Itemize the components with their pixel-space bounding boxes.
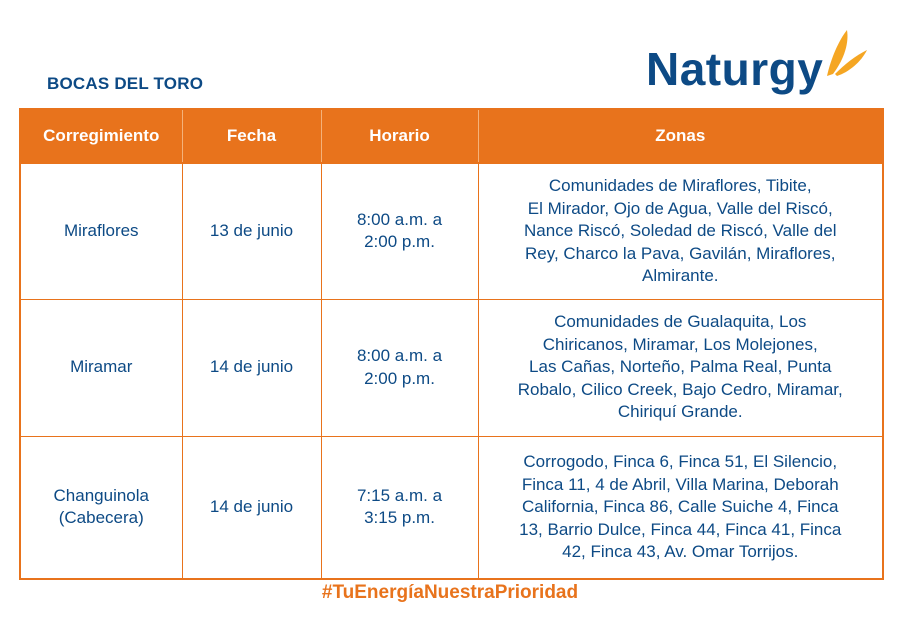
zona-line: Rey, Charco la Pava, Gavilán, Miraflores, [524, 243, 836, 263]
cell-corregimiento: Miraflores [20, 163, 182, 299]
cell-zonas [478, 163, 883, 299]
cell-fecha: 14 de junio [182, 436, 321, 579]
header-zonas: Zonas [478, 109, 883, 163]
naturgy-logo [646, 28, 869, 95]
zona-line: Comunidades de Miraflores, Tibite, [548, 176, 812, 195]
table-row [20, 299, 883, 436]
cell-fecha: 13 de junio [182, 163, 321, 299]
table-row [20, 436, 883, 579]
zona-line: El Mirador, Ojo de Agua, Valle del Riscó, [527, 198, 833, 218]
horario-end: 2:00 p.m. [364, 368, 435, 388]
header-corregimiento: Corregimiento [20, 109, 182, 163]
cell-zonas [478, 436, 883, 579]
region-title: BOCAS DEL TORO [47, 74, 204, 93]
zona-line: Chiricanos, Miramar, Los Molejones, [542, 334, 818, 354]
logo-wordmark: Naturgy [646, 43, 824, 95]
zona-line: 13, Barrio Dulce, Finca 44, Finca 41, Finca [519, 519, 842, 539]
cell-horario [321, 436, 478, 579]
zona-line: Las Cañas, Norteño, Palma Real, Punta [529, 357, 832, 377]
zona-line: Chiriquí Grande. [617, 402, 743, 422]
horario-end: 2:00 p.m. [364, 232, 435, 252]
horario-start: 7:15 a.m. a [356, 485, 443, 505]
zona-line: 42, Finca 43, Av. Omar Torrijos. [562, 542, 799, 561]
table-row [20, 163, 883, 299]
horario-start: 8:00 a.m. a [356, 209, 443, 229]
zona-line: Corrogodo, Finca 6, Finca 51, El Silencio, [523, 452, 838, 471]
header-horario: Horario [321, 109, 478, 163]
cell-fecha: 14 de junio [182, 299, 321, 436]
horario-end: 3:15 p.m. [364, 508, 435, 528]
cell-zonas [478, 299, 883, 436]
header-fecha: Fecha [182, 109, 321, 163]
zona-line: Almirante. [641, 266, 719, 285]
cell-horario [321, 163, 478, 299]
schedule-table [19, 108, 884, 580]
hashtag: #TuEnergíaNuestraPrioridad [321, 582, 579, 603]
butterfly-icon [825, 28, 869, 78]
table-header-row [20, 109, 883, 163]
zona-line: Robalo, Cilico Creek, Bajo Cedro, Miramar, [517, 379, 843, 399]
corregimiento-line: Changuinola [53, 485, 149, 505]
zona-line: California, Finca 86, Calle Suiche 4, Finca [521, 497, 839, 516]
cell-corregimiento [20, 436, 182, 579]
cell-corregimiento: Miramar [20, 299, 182, 436]
corregimiento-line: (Cabecera) [58, 508, 144, 528]
zona-line: Comunidades de Gualaquita, Los [554, 312, 807, 332]
horario-start: 8:00 a.m. a [356, 346, 443, 365]
cell-horario [321, 299, 478, 436]
zona-line: Nance Riscó, Soledad de Riscó, Valle del [524, 221, 837, 240]
zona-line: Finca 11, 4 de Abril, Villa Marina, Deborah [521, 474, 839, 494]
